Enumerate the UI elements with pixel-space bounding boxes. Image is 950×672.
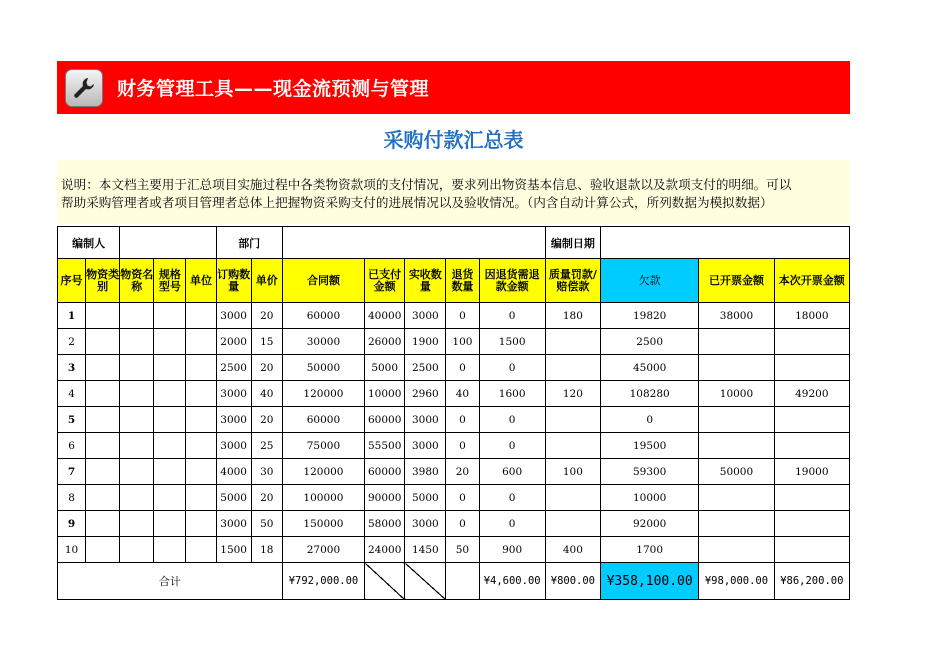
table-row — [58, 329, 850, 355]
cell-unit[interactable] — [186, 511, 216, 537]
table-row — [58, 303, 850, 329]
header-refund: 因退货需退款金额 — [479, 259, 545, 303]
header-received-qty: 实收数量 — [405, 259, 446, 303]
totals-row — [58, 563, 850, 600]
cell-received-qty[interactable]: 3000 — [405, 303, 446, 329]
table-row — [58, 485, 850, 511]
cell-invoiced[interactable] — [699, 433, 774, 459]
cell-penalty[interactable] — [545, 329, 600, 355]
cell-received-qty[interactable]: 1450 — [405, 537, 446, 563]
cell-current-invoice[interactable] — [774, 355, 849, 381]
total-contract: ¥792,000.00 — [282, 563, 364, 600]
header-contract: 合同额 — [282, 259, 364, 303]
cell-spec[interactable] — [154, 485, 186, 511]
cell-seq[interactable]: 7 — [58, 459, 86, 485]
cell-penalty[interactable] — [545, 485, 600, 511]
cell-category[interactable] — [86, 511, 120, 537]
cell-seq[interactable]: 10 — [58, 537, 86, 563]
header-invoiced: 已开票金额 — [699, 259, 774, 303]
cell-unit[interactable] — [186, 459, 216, 485]
cell-contract[interactable]: 120000 — [282, 381, 364, 407]
cell-received-qty[interactable]: 3980 — [405, 459, 446, 485]
total-refund: ¥4,600.00 — [479, 563, 545, 600]
cell-category[interactable] — [86, 381, 120, 407]
cell-spec[interactable] — [154, 381, 186, 407]
cell-order-qty[interactable]: 2500 — [216, 355, 251, 381]
cell-unit-price[interactable]: 18 — [251, 537, 282, 563]
date-field[interactable] — [600, 227, 849, 259]
cell-paid[interactable]: 90000 — [365, 485, 405, 511]
cell-unit-price[interactable]: 20 — [251, 407, 282, 433]
cell-category[interactable] — [86, 485, 120, 511]
cell-refund[interactable]: 0 — [479, 303, 545, 329]
cell-invoiced[interactable] — [699, 355, 774, 381]
cell-received-qty[interactable]: 3000 — [405, 433, 446, 459]
cell-owed[interactable]: 19820 — [600, 303, 698, 329]
banner-title: 财务管理工具——现金流预测与管理 — [117, 78, 430, 100]
cell-refund[interactable]: 0 — [479, 485, 545, 511]
table-row — [58, 381, 850, 407]
cell-unit[interactable] — [186, 303, 216, 329]
cell-spec[interactable] — [154, 511, 186, 537]
cell-penalty[interactable] — [545, 511, 600, 537]
cell-refund[interactable]: 1600 — [479, 381, 545, 407]
cell-invoiced[interactable]: 10000 — [699, 381, 774, 407]
cell-owed[interactable]: 19500 — [600, 433, 698, 459]
cell-current-invoice[interactable] — [774, 433, 849, 459]
cell-received-qty[interactable]: 5000 — [405, 485, 446, 511]
total-received-blank — [405, 563, 446, 600]
cell-contract[interactable]: 150000 — [282, 511, 364, 537]
cell-category[interactable] — [86, 329, 120, 355]
cell-paid[interactable]: 10000 — [365, 381, 405, 407]
cell-spec[interactable] — [154, 303, 186, 329]
cell-owed[interactable]: 0 — [600, 407, 698, 433]
cell-order-qty[interactable]: 3000 — [216, 407, 251, 433]
cell-unit[interactable] — [186, 537, 216, 563]
cell-invoiced[interactable] — [699, 485, 774, 511]
header-owed: 欠款 — [600, 259, 698, 303]
header-seq: 序号 — [58, 259, 86, 303]
cell-unit[interactable] — [186, 407, 216, 433]
cell-contract[interactable]: 100000 — [282, 485, 364, 511]
cell-paid[interactable]: 40000 — [365, 303, 405, 329]
cell-invoiced[interactable] — [699, 329, 774, 355]
cell-seq[interactable]: 9 — [58, 511, 86, 537]
cell-return-qty[interactable]: 0 — [446, 433, 479, 459]
cell-owed[interactable]: 59300 — [600, 459, 698, 485]
cell-penalty[interactable]: 180 — [545, 303, 600, 329]
cell-unit-price[interactable]: 30 — [251, 459, 282, 485]
cell-current-invoice[interactable] — [774, 407, 849, 433]
cell-name[interactable] — [120, 381, 154, 407]
cell-owed[interactable]: 45000 — [600, 355, 698, 381]
cell-return-qty[interactable]: 100 — [446, 329, 479, 355]
table-row — [58, 407, 850, 433]
cell-owed[interactable]: 108280 — [600, 381, 698, 407]
cell-return-qty[interactable]: 0 — [446, 485, 479, 511]
cell-seq[interactable]: 6 — [58, 433, 86, 459]
cell-received-qty[interactable]: 2500 — [405, 355, 446, 381]
cell-seq[interactable]: 4 — [58, 381, 86, 407]
cell-spec[interactable] — [154, 459, 186, 485]
header-row — [58, 259, 850, 303]
cell-unit[interactable] — [186, 329, 216, 355]
total-penalty: ¥800.00 — [545, 563, 600, 600]
total-invoiced: ¥98,000.00 — [699, 563, 774, 600]
cell-category[interactable] — [86, 303, 120, 329]
cell-name[interactable] — [120, 407, 154, 433]
cell-penalty[interactable] — [545, 433, 600, 459]
cell-contract[interactable]: 75000 — [282, 433, 364, 459]
cell-unit-price[interactable]: 20 — [251, 485, 282, 511]
total-current-invoice: ¥86,200.00 — [774, 563, 849, 600]
cell-category[interactable] — [86, 433, 120, 459]
cell-unit-price[interactable]: 20 — [251, 355, 282, 381]
payment-summary-table — [57, 226, 850, 600]
cell-paid[interactable]: 24000 — [365, 537, 405, 563]
header-order-qty: 订购数量 — [216, 259, 251, 303]
cell-unit-price[interactable]: 50 — [251, 511, 282, 537]
cell-contract[interactable]: 30000 — [282, 329, 364, 355]
header-unit-price: 单价 — [251, 259, 282, 303]
cell-paid[interactable]: 5000 — [365, 355, 405, 381]
cell-penalty[interactable] — [545, 407, 600, 433]
totals-label: 合计 — [58, 563, 283, 600]
cell-paid[interactable]: 60000 — [365, 459, 405, 485]
cell-name[interactable] — [120, 355, 154, 381]
cell-contract[interactable]: 120000 — [282, 459, 364, 485]
department-label: 部门 — [216, 227, 282, 259]
cell-current-invoice[interactable] — [774, 511, 849, 537]
cell-owed[interactable]: 10000 — [600, 485, 698, 511]
cell-current-invoice[interactable] — [774, 485, 849, 511]
cell-unit-price[interactable]: 40 — [251, 381, 282, 407]
cell-name[interactable] — [120, 433, 154, 459]
header-current-invoice: 本次开票金额 — [774, 259, 849, 303]
cell-unit[interactable] — [186, 355, 216, 381]
wrench-icon — [65, 69, 103, 107]
cell-spec[interactable] — [154, 329, 186, 355]
cell-name[interactable] — [120, 303, 154, 329]
cell-return-qty[interactable]: 0 — [446, 511, 479, 537]
cell-order-qty[interactable]: 5000 — [216, 485, 251, 511]
cell-penalty[interactable]: 400 — [545, 537, 600, 563]
description-box — [57, 160, 850, 224]
cell-spec[interactable] — [154, 407, 186, 433]
cell-refund[interactable]: 900 — [479, 537, 545, 563]
cell-order-qty[interactable]: 3000 — [216, 433, 251, 459]
cell-order-qty[interactable]: 3000 — [216, 381, 251, 407]
cell-invoiced[interactable] — [699, 407, 774, 433]
department-field[interactable] — [282, 227, 545, 259]
cell-order-qty[interactable]: 3000 — [216, 303, 251, 329]
cell-invoiced[interactable]: 50000 — [699, 459, 774, 485]
cell-contract[interactable]: 27000 — [282, 537, 364, 563]
cell-unit-price[interactable]: 15 — [251, 329, 282, 355]
cell-return-qty[interactable]: 0 — [446, 355, 479, 381]
cell-paid[interactable]: 60000 — [365, 407, 405, 433]
cell-contract[interactable]: 60000 — [282, 303, 364, 329]
cell-current-invoice[interactable] — [774, 537, 849, 563]
cell-name[interactable] — [120, 537, 154, 563]
cell-refund[interactable]: 0 — [479, 355, 545, 381]
cell-return-qty[interactable]: 50 — [446, 537, 479, 563]
cell-paid[interactable]: 26000 — [365, 329, 405, 355]
total-paid-blank — [365, 563, 405, 600]
cell-seq[interactable]: 1 — [58, 303, 86, 329]
cell-unit[interactable] — [186, 381, 216, 407]
cell-refund[interactable]: 600 — [479, 459, 545, 485]
cell-refund[interactable]: 0 — [479, 511, 545, 537]
cell-paid[interactable]: 58000 — [365, 511, 405, 537]
cell-return-qty[interactable]: 0 — [446, 303, 479, 329]
cell-owed[interactable]: 2500 — [600, 329, 698, 355]
cell-refund[interactable]: 0 — [479, 407, 545, 433]
table-row — [58, 537, 850, 563]
cell-contract[interactable]: 60000 — [282, 407, 364, 433]
cell-order-qty[interactable]: 1500 — [216, 537, 251, 563]
app-banner — [57, 61, 850, 114]
cell-received-qty[interactable]: 1900 — [405, 329, 446, 355]
cell-invoiced[interactable] — [699, 537, 774, 563]
cell-owed[interactable]: 92000 — [600, 511, 698, 537]
header-spec: 规格型号 — [154, 259, 186, 303]
editor-field[interactable] — [120, 227, 216, 259]
table-row — [58, 355, 850, 381]
cell-spec[interactable] — [154, 433, 186, 459]
cell-invoiced[interactable] — [699, 511, 774, 537]
cell-order-qty[interactable]: 2000 — [216, 329, 251, 355]
cell-received-qty[interactable]: 3000 — [405, 407, 446, 433]
cell-name[interactable] — [120, 511, 154, 537]
description-line-2: 帮助采购管理者或者项目管理者总体上把握物资采购支付的进展情况以及验收情况。（内含自动计算公式，所列数据为模拟数据） — [61, 195, 773, 210]
cell-unit[interactable] — [186, 433, 216, 459]
cell-category[interactable] — [86, 407, 120, 433]
cell-current-invoice[interactable]: 18000 — [774, 303, 849, 329]
cell-category[interactable] — [86, 355, 120, 381]
table-row — [58, 459, 850, 485]
header-unit: 单位 — [186, 259, 216, 303]
table-row — [58, 511, 850, 537]
cell-penalty[interactable]: 100 — [545, 459, 600, 485]
cell-current-invoice[interactable] — [774, 329, 849, 355]
cell-spec[interactable] — [154, 537, 186, 563]
cell-refund[interactable]: 1500 — [479, 329, 545, 355]
meta-row — [58, 227, 850, 259]
total-return-blank — [446, 563, 479, 600]
sheet-title: 采购付款汇总表 — [383, 128, 524, 152]
cell-paid[interactable]: 55500 — [365, 433, 405, 459]
cell-return-qty[interactable]: 40 — [446, 381, 479, 407]
cell-spec[interactable] — [154, 355, 186, 381]
cell-penalty[interactable]: 120 — [545, 381, 600, 407]
cell-return-qty[interactable]: 20 — [446, 459, 479, 485]
table-row — [58, 433, 850, 459]
cell-received-qty[interactable]: 3000 — [405, 511, 446, 537]
cell-name[interactable] — [120, 459, 154, 485]
cell-unit[interactable] — [186, 485, 216, 511]
cell-owed[interactable]: 1700 — [600, 537, 698, 563]
cell-order-qty[interactable]: 3000 — [216, 511, 251, 537]
cell-current-invoice[interactable]: 19000 — [774, 459, 849, 485]
cell-unit-price[interactable]: 25 — [251, 433, 282, 459]
editor-label: 编制人 — [58, 227, 120, 259]
cell-name[interactable] — [120, 329, 154, 355]
description-line-1: 说明：本文档主要用于汇总项目实施过程中各类物资款项的支付情况，要求列出物资基本信息、验收退款以及款项支付的明细。可以 — [61, 177, 792, 192]
cell-received-qty[interactable]: 2960 — [405, 381, 446, 407]
date-label: 编制日期 — [545, 227, 600, 259]
cell-category[interactable] — [86, 537, 120, 563]
cell-seq[interactable]: 8 — [58, 485, 86, 511]
header-return-qty: 退货数量 — [446, 259, 479, 303]
cell-unit-price[interactable]: 20 — [251, 303, 282, 329]
cell-seq[interactable]: 5 — [58, 407, 86, 433]
cell-seq[interactable]: 2 — [58, 329, 86, 355]
cell-seq[interactable]: 3 — [58, 355, 86, 381]
total-owed: ¥358,100.00 — [600, 563, 698, 600]
header-name: 物资名称 — [120, 259, 154, 303]
header-penalty: 质量罚款/赔偿款 — [545, 259, 600, 303]
header-category: 物资类别 — [86, 259, 120, 303]
cell-name[interactable] — [120, 485, 154, 511]
cell-refund[interactable]: 0 — [479, 433, 545, 459]
cell-penalty[interactable] — [545, 355, 600, 381]
cell-category[interactable] — [86, 459, 120, 485]
cell-current-invoice[interactable]: 49200 — [774, 381, 849, 407]
cell-return-qty[interactable]: 0 — [446, 407, 479, 433]
cell-order-qty[interactable]: 4000 — [216, 459, 251, 485]
cell-contract[interactable]: 50000 — [282, 355, 364, 381]
header-paid: 已支付金额 — [365, 259, 405, 303]
cell-invoiced[interactable]: 38000 — [699, 303, 774, 329]
